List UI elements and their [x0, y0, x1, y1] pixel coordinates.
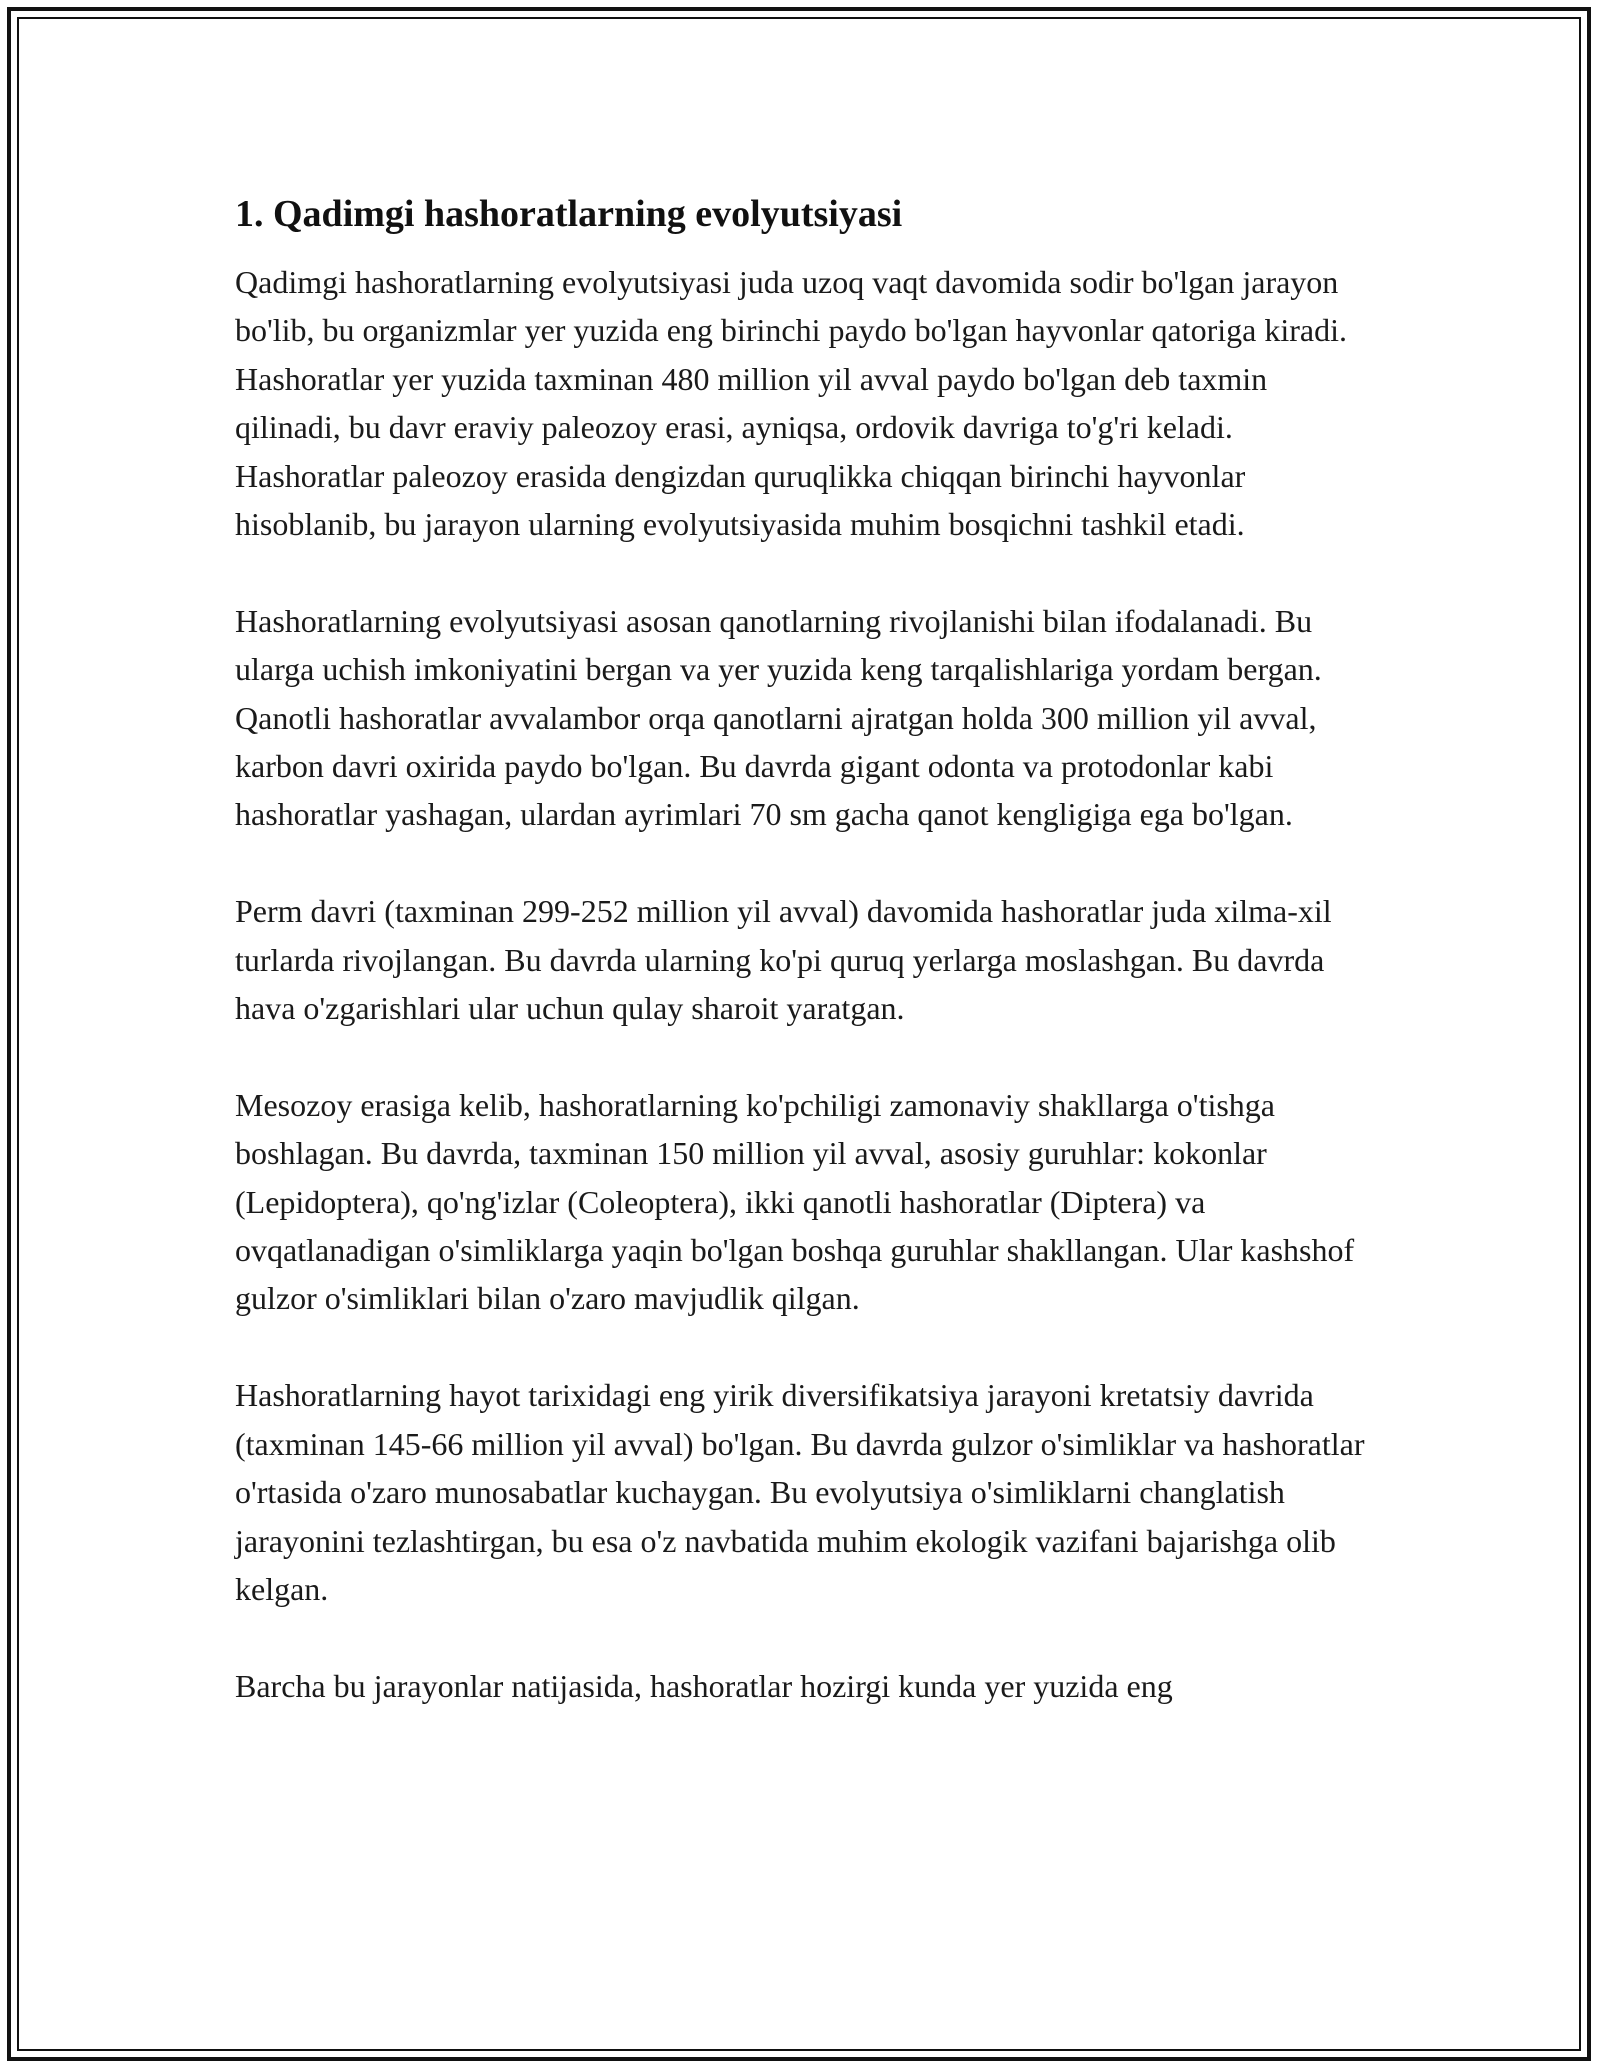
paragraph-4: Mesozoy erasiga kelib, hashoratlarning ko'pchiligi zamonaviy shakllarga o'tishga boshlagan. Bu davrda, taxminan 150 million yil avval, asosiy guruhlar: kokonlar (Lepidoptera), qo'ng'izlar (Coleoptera), ikki qanotli hashoratlar (Diptera) va ovqatlanadigan o'simliklarga yaqin bo'lgan boshqa guruhlar shakllangan. Ular kashshof gulzor o'simliklari bilan o'zaro mavjudlik qilgan. [235, 1086, 1355, 1317]
paragraph-6: Barcha bu jarayonlar natijasida, hashoratlar hozirgi kunda yer yuzida eng [235, 1667, 1173, 1704]
document-body [235, 188, 1365, 1759]
paragraph-2: Hashoratlarning evolyutsiyasi asosan qanotlarning rivojlanishi bilan ifodalanadi. Bu ularga uchish imkoniyatini bergan va yer yuzida keng tarqalishlariga yordam bergan. Qanotli hashoratlar avvalambor orqa qanotlarni ajratgan holda 300 million yil avval, karbon davri oxirida paydo bo'lgan. Bu davrda gigant odonta va protodonlar kabi hashoratlar yashagan, ulardan ayrimlari 70 sm gacha qanot kengligiga ega bo'lgan. [235, 602, 1322, 833]
section-heading: 1. Qadimgi hashoratlarning evolyutsiyasi [235, 193, 903, 235]
paragraph-3: Perm davri (taxminan 299-252 million yil avval) davomida hashoratlar juda xilma-xil turlarda rivojlangan. Bu davrda ularning ko'pi quruq yerlarga moslashgan. Bu davrda hava o'zgarishlari ular uchun qulay sharoit yaratgan. [235, 893, 1332, 1027]
paragraph-1: Qadimgi hashoratlarning evolyutsiyasi juda uzoq vaqt davomida sodir bo'lgan jarayon bo'lib, bu organizmlar yer yuzida eng birinchi paydo bo'lgan hayvonlar qatoriga kiradi. Hashoratlar yer yuzida taxminan 480 million yil avval paydo bo'lgan deb taxmin qilinadi, bu davr eraviy paleozoy erasi, ayniqsa, ordovik davriga to'g'ri keladi. Hashoratlar paleozoy erasida dengizdan quruqlikka chiqqan birinchi hayvonlar hisoblanib, bu jarayon ularning evolyutsiyasida muhim bosqichni tashkil etadi. [235, 264, 1347, 543]
paragraph-5: Hashoratlarning hayot tarixidagi eng yirik diversifikatsiya jarayoni kretatsiy davrida (taxminan 145-66 million yil avval) bo'lgan. Bu davrda gulzor o'simliklar va hashoratlar o'rtasida o'zaro munosabatlar kuchaygan. Bu evolyutsiya o'simliklarni changlatish jarayonini tezlashtirgan, bu esa o'z navbatida muhim ekologik vazifani bajarishga olib kelgan. [235, 1377, 1365, 1607]
